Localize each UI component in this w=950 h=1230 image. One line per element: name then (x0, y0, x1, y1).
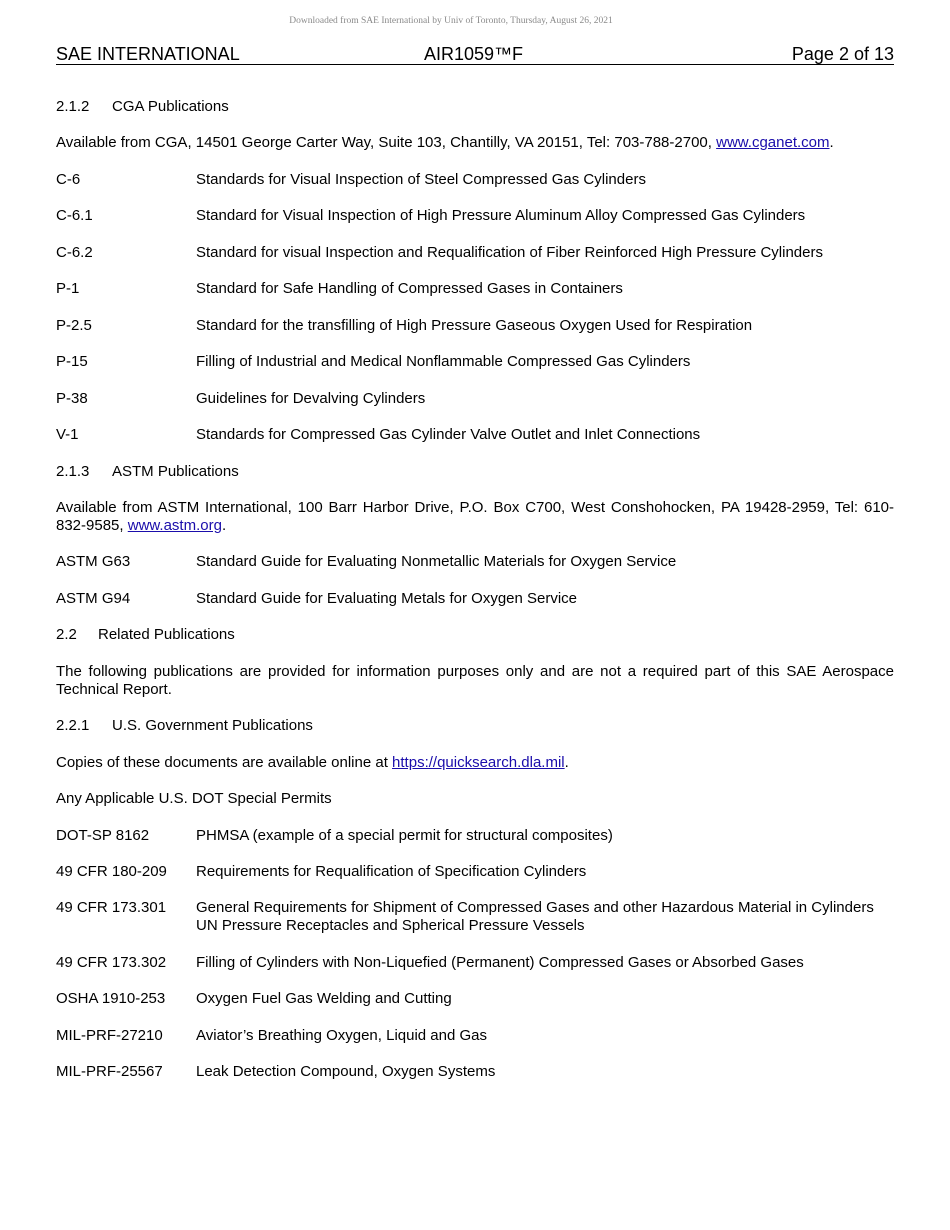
reference-title: Leak Detection Compound, Oxygen Systems (196, 1063, 496, 1080)
reference-code: C-6.2 (56, 244, 93, 261)
section-number: 2.1.3 (56, 463, 90, 480)
reference-item (56, 1027, 894, 1045)
usgov-intro-text: Copies of these documents are available online at (56, 754, 393, 771)
reference-title: Aviator’s Breathing Oxygen, Liquid and Gas (196, 1027, 488, 1044)
section-heading-astm (56, 463, 239, 481)
reference-title: PHMSA (example of a special permit for structural composites) (196, 827, 613, 844)
reference-title: Guidelines for Devalving Cylinders (196, 390, 426, 407)
reference-code: C-6.1 (56, 207, 93, 224)
reference-item (56, 244, 894, 262)
reference-title: Standards for Visual Inspection of Steel Compressed Gas Cylinders (196, 171, 646, 188)
reference-code: 49 CFR 173.302 (56, 954, 167, 971)
astm-intro-text: Available from ASTM International, 100 Barr Harbor Drive, P.O. Box C700, West Conshohocken, PA 19428-2959, Tel: 610-832-9585, (56, 499, 894, 534)
reference-title: Standard for Visual Inspection of High Pressure Aluminum Alloy Compressed Gas Cylinders (196, 207, 806, 224)
cga-intro-text: Available from CGA, 14501 George Carter Way, Suite 103, Chantilly, VA 20151, Tel: 703-788-2700, (56, 134, 717, 151)
reference-item (56, 1063, 894, 1081)
reference-item (56, 317, 894, 335)
reference-code: P-15 (56, 353, 88, 370)
dla-quicksearch-link[interactable]: https://quicksearch.dla.mil (392, 754, 565, 771)
reference-code: OSHA 1910-253 (56, 990, 166, 1007)
page-header (56, 44, 894, 65)
download-watermark: Downloaded from SAE International by Univ of Toronto, Thursday, August 26, 2021 (289, 16, 613, 26)
reference-code: 49 CFR 180-209 (56, 863, 167, 880)
reference-item (56, 553, 894, 571)
reference-item (56, 280, 894, 298)
reference-title: Requirements for Requalification of Specification Cylinders (196, 863, 587, 880)
cga-intro (56, 134, 894, 152)
related-intro: The following publications are provided for information purposes only and are not a required part of this SAE Aerospace Technical Report. (56, 663, 894, 698)
header-publisher: SAE INTERNATIONAL (56, 44, 240, 64)
reference-code: P-38 (56, 390, 88, 407)
header-document-number: AIR1059™F (424, 44, 524, 64)
reference-code: P-2.5 (56, 317, 92, 334)
reference-code: V-1 (56, 426, 79, 443)
reference-code: MIL-PRF-27210 (56, 1027, 163, 1044)
section-title: ASTM Publications (112, 463, 239, 480)
reference-title: Standard for the transfilling of High Pressure Gaseous Oxygen Used for Respiration (196, 317, 753, 334)
reference-item (56, 207, 894, 225)
reference-code: DOT-SP 8162 (56, 827, 150, 844)
reference-title: Oxygen Fuel Gas Welding and Cutting (196, 990, 452, 1007)
dot-permits-note: Any Applicable U.S. DOT Special Permits (56, 790, 332, 807)
reference-item (56, 990, 894, 1008)
reference-title: Standard for visual Inspection and Requalification of Fiber Reinforced High Pressure Cylinders (196, 244, 823, 261)
section-heading-cga (56, 98, 229, 116)
section-number: 2.2 (56, 626, 77, 643)
section-title: U.S. Government Publications (112, 717, 313, 734)
section-title: Related Publications (98, 626, 235, 643)
cga-website-link[interactable]: www.cganet.com (716, 134, 830, 151)
reference-item (56, 827, 894, 845)
section-number: 2.2.1 (56, 717, 90, 734)
reference-code: MIL-PRF-25567 (56, 1063, 163, 1080)
header-page-number: Page 2 of 13 (791, 44, 894, 64)
reference-item (56, 863, 894, 881)
reference-title: Standard Guide for Evaluating Metals for Oxygen Service (196, 590, 578, 607)
reference-item (56, 390, 894, 408)
reference-code: ASTM G94 (56, 590, 131, 607)
reference-title: Standards for Compressed Gas Cylinder Valve Outlet and Inlet Connections (196, 426, 701, 443)
reference-item (56, 590, 894, 608)
reference-item (56, 954, 894, 972)
usgov-intro (56, 754, 894, 772)
reference-title: Filling of Industrial and Medical Nonflammable Compressed Gas Cylinders (196, 353, 691, 370)
reference-code: C-6 (56, 171, 81, 188)
astm-intro-end: . (221, 517, 227, 534)
section-number: 2.1.2 (56, 98, 90, 115)
reference-item (56, 171, 894, 189)
reference-code: P-1 (56, 280, 80, 297)
astm-intro (56, 499, 894, 535)
cga-intro-end: . (829, 134, 834, 151)
section-heading-related (56, 626, 235, 644)
reference-code: ASTM G63 (56, 553, 131, 570)
section-heading-usgov (56, 717, 313, 735)
reference-title: General Requirements for Shipment of Compressed Gases and other Hazardous Material in Cylinders UN Pressure Receptacles and Spherical Pressure Vessels (196, 899, 874, 934)
astm-website-link[interactable]: www.astm.org (127, 517, 222, 534)
reference-title: Standard Guide for Evaluating Nonmetallic Materials for Oxygen Service (196, 553, 677, 570)
reference-item (56, 353, 894, 371)
section-title: CGA Publications (112, 98, 229, 115)
reference-code: 49 CFR 173.301 (56, 899, 167, 916)
reference-title: Filling of Cylinders with Non-Liquefied (Permanent) Compressed Gases or Absorbed Gases (196, 954, 804, 971)
reference-item (56, 426, 894, 444)
reference-title: Standard for Safe Handling of Compressed Gases in Containers (196, 280, 623, 297)
reference-item (56, 899, 894, 935)
usgov-intro-end: . (564, 754, 569, 771)
